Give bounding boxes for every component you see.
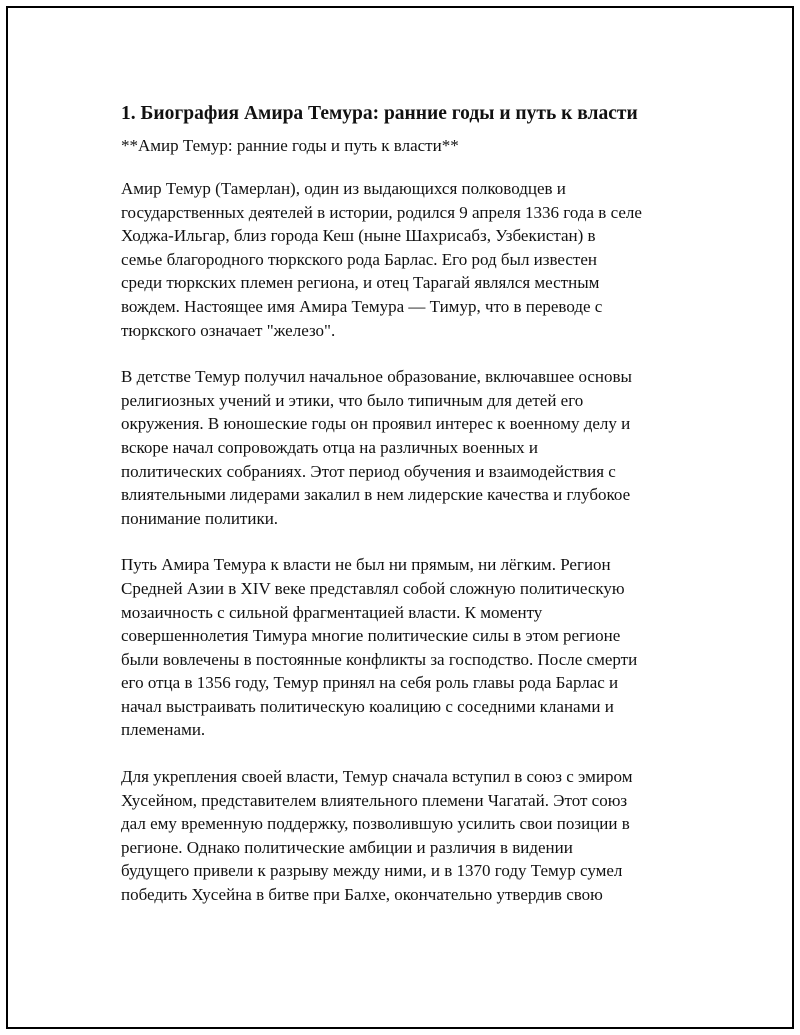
- paragraph-path-to-power: Путь Амира Темура к власти не был ни прямым, ни лёгким. Регион Средней Азии в XIV веке представлял собой сложную политическую мозаичность с сильной фрагментацией власти. К моменту совершеннолетия Тимура многие политические силы в этом регионе были вовлечены в постоянные конфликты за господство. После смерти его отца в 1356 году, Темур принял на себя роль главы рода Барлас и начал выстраивать политическую коалицию с соседними кланами и племенами.: [121, 555, 638, 740]
- paragraph-early-life: Амир Темур (Тамерлан), один из выдающихся полководцев и государственных деятелей в истории, родился 9 апреля 1336 года в селе Ходжа-Ильгар, близ города Кеш (ныне Шахрисабз, Узбекистан) в семье благородного тюркского рода Барлас. Его род был известен среди тюркских племен региона, и отец Тарагай являлся местным вождем. Настоящее имя Амира Темура — Тимур, что в переводе с тюркского означает "железо".: [121, 179, 642, 340]
- paragraph-alliance: Для укрепления своей власти, Темур сначала вступил в союз с эмиром Хусейном, представителем влиятельного племени Чагатай. Этот союз дал ему временную поддержку, позволившую усилить свои позиции в регионе. Однако политические амбиции и различия в видении будущего привели к разрыву между ними, и в 1370 году Темур сумел победить Хусейна в битве при Балхе, окончательно утвердив свою: [121, 767, 633, 905]
- section-heading: 1. Биография Амира Темура: ранние годы и путь к власти: [121, 103, 638, 124]
- section-subtitle: **Амир Темур: ранние годы и путь к власти**: [121, 136, 459, 155]
- document-body: [121, 100, 711, 930]
- page-frame: [6, 6, 794, 1029]
- paragraph-childhood: В детстве Темур получил начальное образование, включавшее основы религиозных учений и этики, что было типичным для детей его окружения. В юношеские годы он проявил интерес к военному делу и вскоре начал сопровождать отца на различных военных и политических собраниях. Этот период обучения и взаимодействия с влиятельными лидерами закалил в нем лидерские качества и глубокое понимание политики.: [121, 367, 632, 528]
